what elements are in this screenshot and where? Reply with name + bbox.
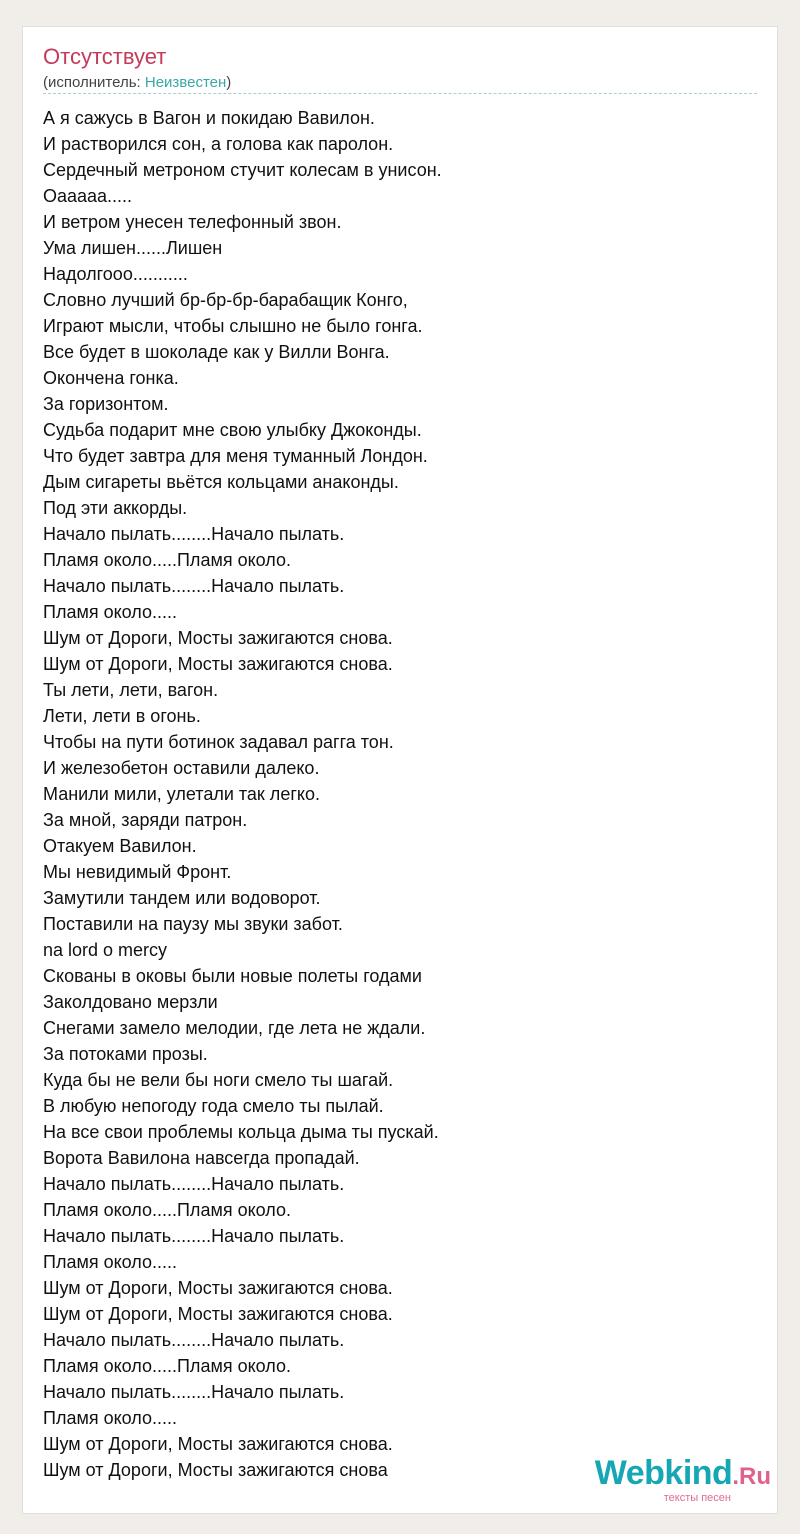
lyric-line: Шум от Дороги, Мосты зажигаются снова. xyxy=(43,654,393,674)
lyric-line: И растворился сон, а голова как паролон. xyxy=(43,134,394,154)
lyric-line: За горизонтом. xyxy=(43,394,169,414)
lyric-line: Замутили тандем или водоворот. xyxy=(43,888,321,908)
lyric-line: За потоками прозы. xyxy=(43,1044,208,1064)
lyric-line: На все свои проблемы кольца дыма ты пускай. xyxy=(43,1122,439,1142)
artist-line xyxy=(43,73,231,93)
lyric-line: Начало пылать........Начало пылать. xyxy=(43,524,345,544)
lyric-line: Окончена гонка. xyxy=(43,368,179,388)
lyric-line: Начало пылать........Начало пылать. xyxy=(43,1174,345,1194)
lyric-line: Оааааа..... xyxy=(43,186,133,206)
lyric-line: За мной, заряди патрон. xyxy=(43,810,248,830)
lyric-line: Играют мысли, чтобы слышно не было гонга. xyxy=(43,316,423,336)
lyric-line: Начало пылать........Начало пылать. xyxy=(43,576,345,596)
lyric-line: Шум от Дороги, Мосты зажигаются снова. xyxy=(43,628,393,648)
lyrics-text xyxy=(43,105,757,1483)
lyric-line: Пламя около.....Пламя около. xyxy=(43,1200,291,1220)
webkind-logo[interactable] xyxy=(581,1453,771,1509)
lyric-line: Поставили на паузу мы звуки забот. xyxy=(43,914,343,934)
lyric-line: Ты лети, лети, вагон. xyxy=(43,680,219,700)
lyric-line: Пламя около..... xyxy=(43,602,177,622)
lyric-line: Начало пылать........Начало пылать. xyxy=(43,1226,345,1246)
lyric-line: Куда бы не вели бы ноги смело ты шагай. xyxy=(43,1070,394,1090)
logo-tld: .Ru xyxy=(732,1463,771,1490)
lyric-line: Все будет в шоколаде как у Вилли Вонга. xyxy=(43,342,390,362)
lyric-line: Дым сигареты вьётся кольцами анаконды. xyxy=(43,472,399,492)
lyric-line: Скованы в оковы были новые полеты годами xyxy=(43,966,422,986)
lyric-line: Чтобы на пути ботинок задавал рагга тон. xyxy=(43,732,394,752)
lyric-line: Лети, лети в огонь. xyxy=(43,706,201,726)
lyric-line: Шум от Дороги, Мосты зажигаются снова. xyxy=(43,1304,393,1324)
artist-prefix: (исполнитель: xyxy=(43,74,145,91)
lyric-line: Пламя около..... xyxy=(43,1252,177,1272)
lyric-line: Мы невидимый Фронт. xyxy=(43,862,232,882)
lyrics-card xyxy=(22,26,778,1514)
lyric-line: Начало пылать........Начало пылать. xyxy=(43,1382,345,1402)
lyric-line: Начало пылать........Начало пылать. xyxy=(43,1330,345,1350)
lyric-line: Шум от Дороги, Мосты зажигаются снова. xyxy=(43,1434,393,1454)
lyric-line: И ветром унесен телефонный звон. xyxy=(43,212,342,232)
lyric-line: Под эти аккорды. xyxy=(43,498,188,518)
lyric-line: Надолгооо........... xyxy=(43,264,188,284)
lyric-line: В любую непогоду года смело ты пылай. xyxy=(43,1096,384,1116)
logo-tagline: тексты песен xyxy=(663,1492,731,1504)
lyric-line: Шум от Дороги, Мосты зажигаются снова. xyxy=(43,1278,393,1298)
lyric-line: Словно лучший бр-бр-бр-барабащик Конго, xyxy=(43,290,408,310)
lyric-line: Заколдовано мерзли xyxy=(43,992,218,1012)
lyric-line: na lord o mercy xyxy=(43,940,168,960)
logo-brand: Webkind xyxy=(594,1454,733,1492)
song-title: Отсутствует xyxy=(43,44,167,69)
lyric-line: Отакуем Вавилон. xyxy=(43,836,197,856)
lyric-line: Пламя около.....Пламя около. xyxy=(43,550,291,570)
lyric-line: Ворота Вавилона навсегда пропадай. xyxy=(43,1148,360,1168)
lyric-line: И железобетон оставили далеко. xyxy=(43,758,320,778)
lyric-line: Судьба подарит мне свою улыбку Джоконды. xyxy=(43,420,422,440)
lyric-line: Снегами замело мелодии, где лета не ждали. xyxy=(43,1018,426,1038)
title-divider xyxy=(43,93,757,94)
artist-suffix: ) xyxy=(226,74,232,91)
lyric-line: Пламя около..... xyxy=(43,1408,177,1428)
lyric-line: А я сажусь в Вагон и покидаю Вавилон. xyxy=(43,108,375,128)
lyric-line: Ума лишен......Лишен xyxy=(43,238,223,258)
lyric-line: Сердечный метроном стучит колесам в унисон. xyxy=(43,160,442,180)
artist-link[interactable]: Неизвестен xyxy=(144,74,227,91)
lyric-line: Шум от Дороги, Мосты зажигаются снова xyxy=(43,1460,388,1480)
lyric-line: Что будет завтра для меня туманный Лондон. xyxy=(43,446,428,466)
lyric-line: Манили мили, улетали так легко. xyxy=(43,784,320,804)
lyric-line: Пламя около.....Пламя около. xyxy=(43,1356,291,1376)
